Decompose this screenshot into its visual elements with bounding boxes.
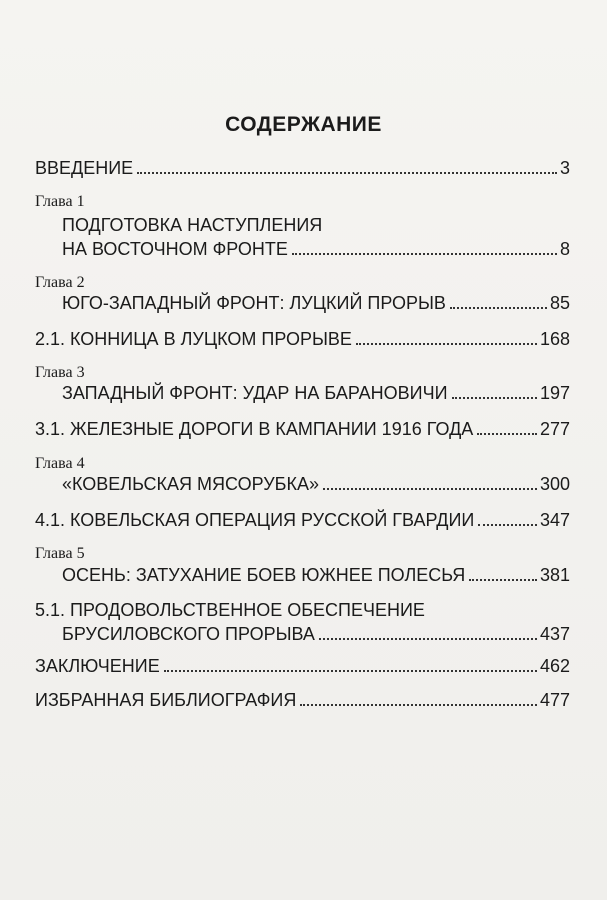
leader-dots bbox=[356, 343, 537, 345]
toc-entry-5-1 bbox=[62, 623, 570, 645]
toc-entry-ch2 bbox=[62, 292, 570, 314]
toc-page-number: 437 bbox=[539, 624, 570, 644]
toc-entry-3-1 bbox=[35, 418, 570, 440]
toc-entry-intro bbox=[35, 157, 570, 179]
toc-entry-bibliography bbox=[35, 689, 570, 711]
page-title: СОДЕРЖАНИЕ bbox=[225, 113, 382, 136]
leader-dots bbox=[452, 397, 537, 399]
leader-dots bbox=[323, 488, 537, 490]
chapter-label: Глава 3 bbox=[35, 364, 85, 381]
toc-entry-text-line1: ПОДГОТОВКА НАСТУПЛЕНИЯ bbox=[62, 215, 323, 235]
toc-entry-ch4 bbox=[62, 473, 570, 495]
toc-page-number: 381 bbox=[539, 565, 570, 585]
toc-page-number: 8 bbox=[559, 239, 570, 259]
chapter-label: Глава 4 bbox=[35, 455, 85, 472]
toc-entry-4-1 bbox=[35, 509, 570, 531]
toc-entry-text: ЮГО-ЗАПАДНЫЙ ФРОНТ: ЛУЦКИЙ ПРОРЫВ bbox=[62, 293, 446, 313]
toc-entry-conclusion bbox=[35, 655, 570, 677]
toc-entry-2-1 bbox=[35, 328, 570, 350]
leader-dots bbox=[477, 433, 537, 435]
toc-page-number: 347 bbox=[539, 510, 570, 530]
toc-entry-ch5 bbox=[62, 564, 570, 586]
leader-dots bbox=[300, 704, 537, 706]
toc-entry-text: 2.1. КОННИЦА В ЛУЦКОМ ПРОРЫВЕ bbox=[35, 329, 352, 349]
leader-dots bbox=[164, 670, 537, 672]
toc-entry-ch1 bbox=[62, 238, 570, 260]
toc-page-number: 277 bbox=[539, 419, 570, 439]
toc-entry-text: ОСЕНЬ: ЗАТУХАНИЕ БОЕВ ЮЖНЕЕ ПОЛЕСЬЯ bbox=[62, 565, 466, 585]
chapter-label: Глава 5 bbox=[35, 545, 85, 562]
leader-dots bbox=[292, 253, 557, 255]
toc-entry-text: НА ВОСТОЧНОМ ФРОНТЕ bbox=[62, 239, 288, 259]
toc-entry-text: ВВЕДЕНИЕ bbox=[35, 158, 134, 178]
leader-dots bbox=[450, 307, 547, 309]
chapter-label: Глава 2 bbox=[35, 274, 85, 291]
toc-page-number: 300 bbox=[539, 474, 570, 494]
toc-entry-ch3 bbox=[62, 382, 570, 404]
chapter-label: Глава 1 bbox=[35, 193, 85, 210]
toc-page-number: 3 bbox=[559, 158, 570, 178]
toc-entry-text: ЗАКЛЮЧЕНИЕ bbox=[35, 656, 160, 676]
toc-entry-text: ЗАПАДНЫЙ ФРОНТ: УДАР НА БАРАНОВИЧИ bbox=[62, 383, 448, 403]
toc-page-number: 477 bbox=[539, 690, 570, 710]
leader-dots bbox=[319, 638, 537, 640]
toc-entry-text: «КОВЕЛЬСКАЯ МЯСОРУБКА» bbox=[62, 474, 319, 494]
leader-dots bbox=[469, 579, 537, 581]
toc-page-number: 168 bbox=[539, 329, 570, 349]
toc-entry-text: ИЗБРАННАЯ БИБЛИОГРАФИЯ bbox=[35, 690, 297, 710]
toc-entry-text: БРУСИЛОВСКОГО ПРОРЫВА bbox=[62, 624, 315, 644]
toc-page-number: 197 bbox=[539, 383, 570, 403]
toc-page-number: 462 bbox=[539, 656, 570, 676]
toc-entry-text: 4.1. КОВЕЛЬСКАЯ ОПЕРАЦИЯ РУССКОЙ ГВАРДИИ bbox=[35, 510, 475, 530]
toc-entry-text: 3.1. ЖЕЛЕЗНЫЕ ДОРОГИ В КАМПАНИИ 1916 ГОДА bbox=[35, 419, 474, 439]
leader-dots bbox=[478, 524, 537, 526]
toc-entry-text-line1: 5.1. ПРОДОВОЛЬСТВЕННОЕ ОБЕСПЕЧЕНИЕ bbox=[35, 600, 425, 620]
toc-page-number: 85 bbox=[549, 293, 570, 313]
leader-dots bbox=[137, 172, 557, 174]
